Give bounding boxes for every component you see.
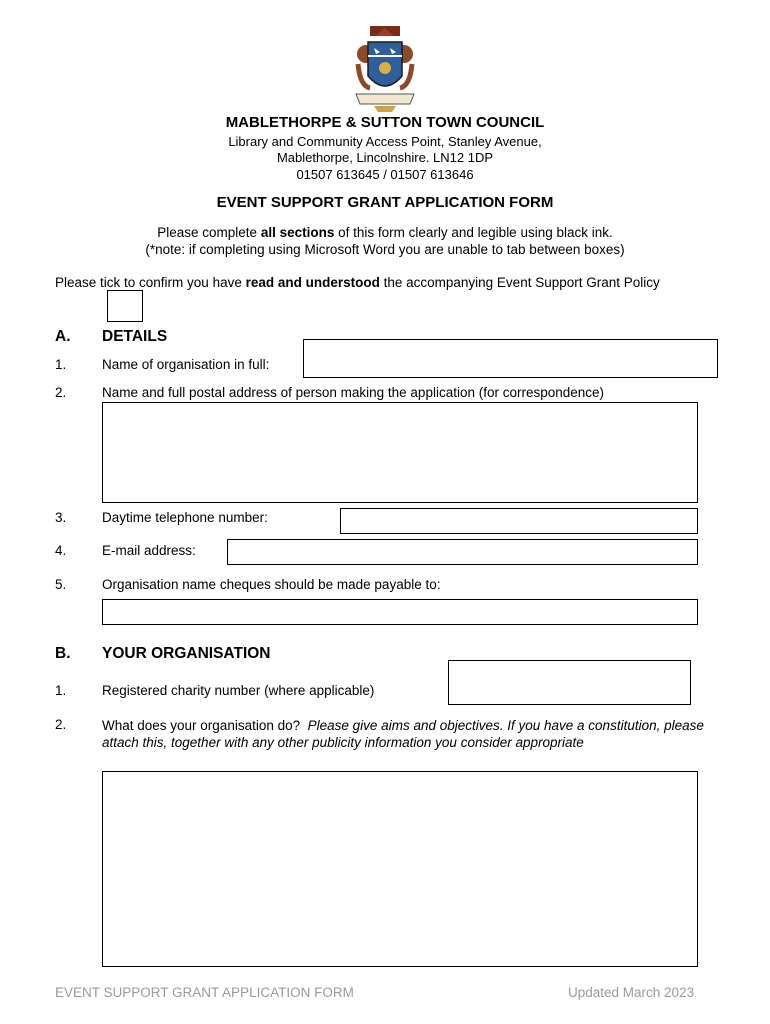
council-name: MABLETHORPE & SUTTON TOWN COUNCIL	[225, 114, 545, 131]
organisation-name-field[interactable]	[303, 339, 718, 378]
section-b-title: YOUR ORGANISATION	[102, 645, 271, 662]
cheque-payee-field[interactable]	[102, 599, 698, 625]
cheque-payee-label: Organisation name cheques should be made payable to:	[102, 577, 441, 592]
phone-numbers: 01507 613645 / 01507 613646	[296, 167, 474, 182]
item-b2-number: 2.	[55, 717, 67, 732]
item-a2-number: 2.	[55, 385, 67, 400]
instruction-note: (*note: if completing using Microsoft Word you are unable to tab between boxes)	[145, 242, 625, 257]
item-a5-number: 5.	[55, 577, 67, 592]
applicant-address-field[interactable]	[102, 402, 698, 503]
item-a1-number: 1.	[55, 357, 67, 372]
organisation-aims-label: What does your organisation do? Please give aims and objectives. If you have a constitution, please attach this, together with any other publicity information you consider appropriate	[102, 718, 704, 750]
footer-form-name: EVENT SUPPORT GRANT APPLICATION FORM	[55, 985, 354, 1000]
item-b1-number: 1.	[55, 683, 67, 698]
instruction-text: Please complete all sections of this form clearly and legible using black ink.	[157, 225, 613, 240]
policy-confirm-checkbox[interactable]	[107, 290, 143, 322]
organisation-name-label: Name of organisation in full:	[102, 357, 270, 372]
item-a3-number: 3.	[55, 510, 67, 525]
telephone-label: Daytime telephone number:	[102, 510, 268, 525]
section-a-letter: A.	[55, 328, 71, 345]
organisation-aims-field[interactable]	[102, 771, 698, 967]
email-label: E-mail address:	[102, 543, 196, 558]
section-a-title: DETAILS	[102, 328, 168, 345]
footer-updated-date: Updated March 2023	[568, 985, 695, 1000]
form-title: EVENT SUPPORT GRANT APPLICATION FORM	[216, 194, 554, 211]
telephone-field[interactable]	[340, 508, 698, 534]
item-a4-number: 4.	[55, 543, 67, 558]
email-field[interactable]	[227, 539, 698, 565]
section-b-letter: B.	[55, 645, 71, 662]
council-crest-icon	[352, 24, 418, 114]
charity-number-field[interactable]	[448, 660, 691, 705]
address-line-1: Library and Community Access Point, Stanley Avenue,	[228, 134, 542, 149]
address-line-2: Mablethorpe, Lincolnshire. LN12 1DP	[276, 150, 494, 165]
policy-confirm-text: Please tick to confirm you have read and understood the accompanying Event Support Grant Policy	[55, 275, 660, 290]
applicant-address-label: Name and full postal address of person making the application (for correspondence)	[102, 385, 605, 400]
charity-number-label: Registered charity number (where applicable)	[102, 683, 375, 698]
